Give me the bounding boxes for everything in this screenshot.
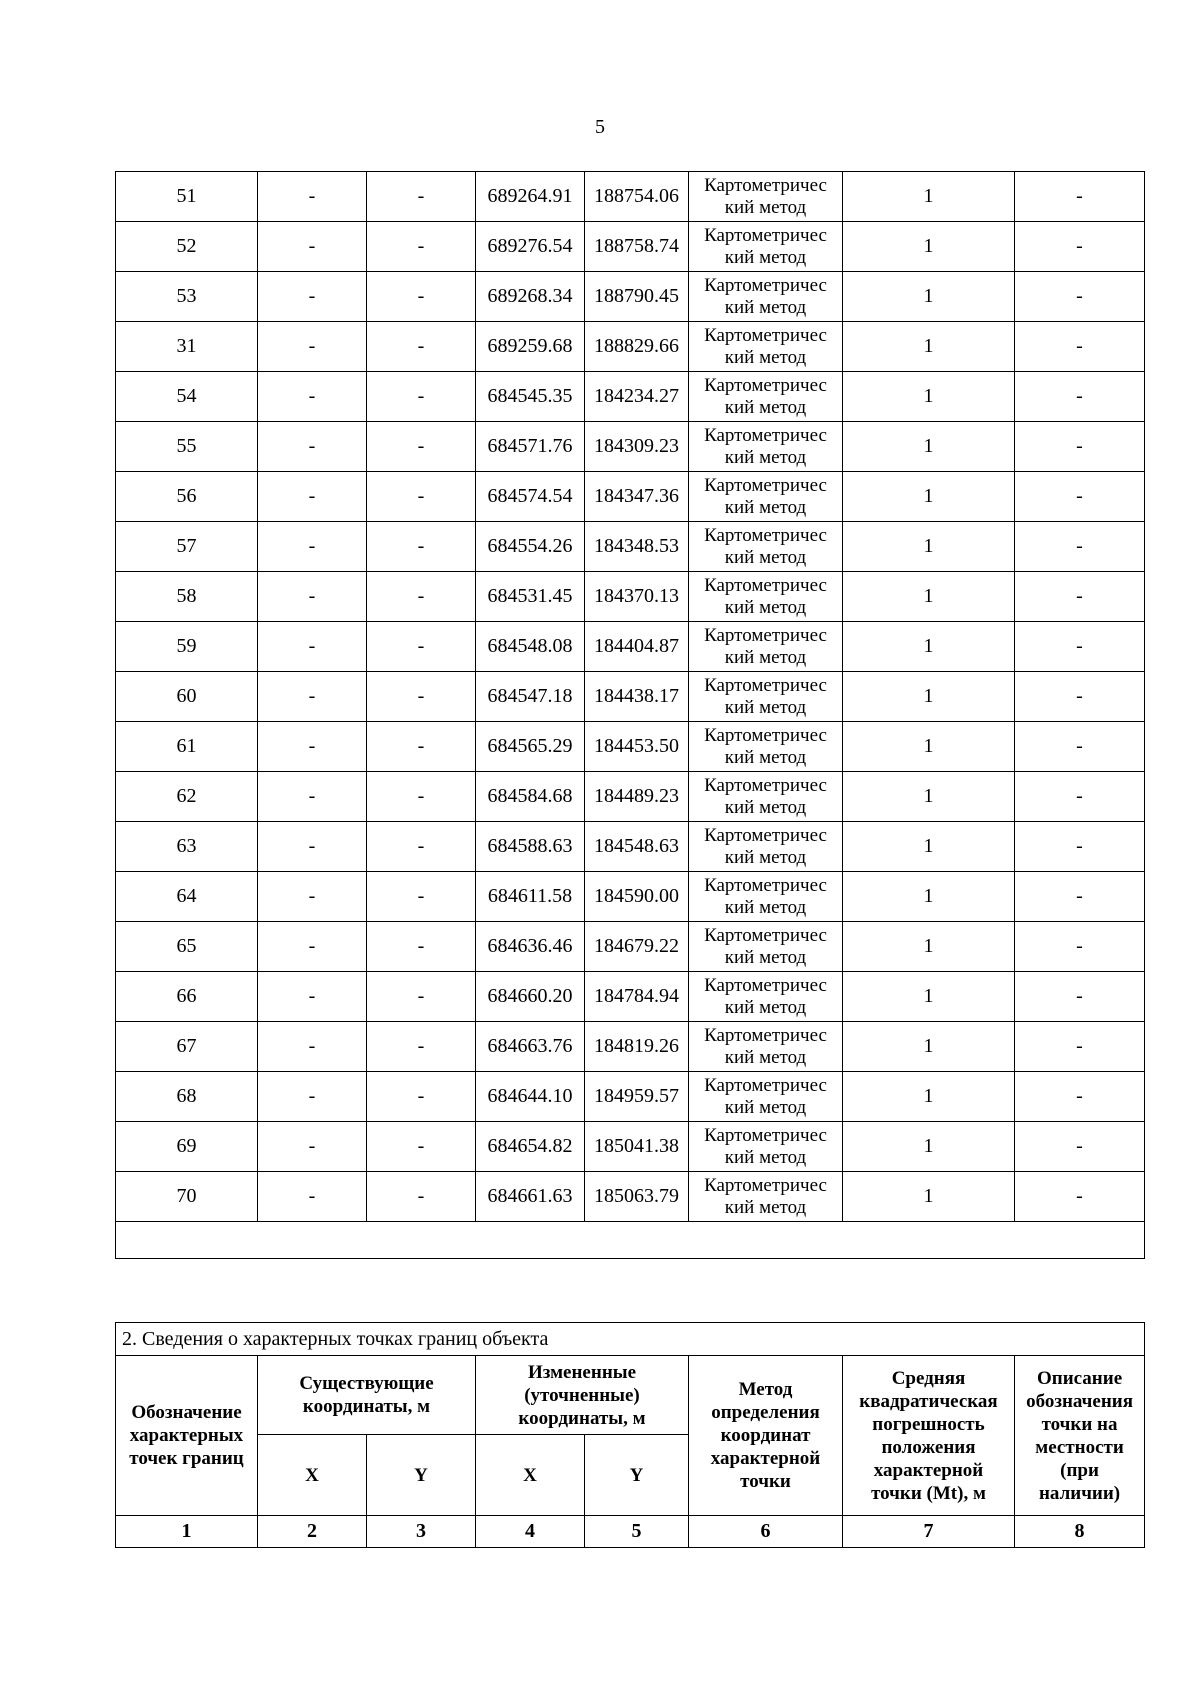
cell-existing-x: - (258, 572, 367, 622)
cell-method: Картометричес кий метод (689, 272, 843, 322)
cell-new-y: 185041.38 (585, 1122, 689, 1172)
cell-existing-y: - (367, 922, 476, 972)
table-row (116, 1022, 1145, 1072)
cell-existing-x: - (258, 372, 367, 422)
cell-new-y: 184548.63 (585, 822, 689, 872)
cell-description: - (1015, 222, 1145, 272)
cell-existing-y: - (367, 172, 476, 222)
header-points: Обозначение характерных точек границ (116, 1356, 258, 1516)
cell-point-id: 55 (116, 422, 258, 472)
cell-existing-x: - (258, 772, 367, 822)
cell-method: Картометричес кий метод (689, 722, 843, 772)
cell-point-id: 51 (116, 172, 258, 222)
cell-new-x: 684636.46 (476, 922, 585, 972)
cell-existing-x: - (258, 272, 367, 322)
cell-existing-y: - (367, 1022, 476, 1072)
cell-point-id: 57 (116, 522, 258, 572)
table-row (116, 472, 1145, 522)
cell-method: Картометричес кий метод (689, 622, 843, 672)
cell-method: Картометричес кий метод (689, 822, 843, 872)
cell-new-y: 188790.45 (585, 272, 689, 322)
cell-existing-y: - (367, 572, 476, 622)
table-row (116, 522, 1145, 572)
header-changed-y: Y (585, 1435, 689, 1516)
cell-existing-y: - (367, 1072, 476, 1122)
header-changed-coordinates: Измененные (уточненные) координаты, м (476, 1356, 689, 1435)
table-row (116, 572, 1145, 622)
cell-existing-y: - (367, 272, 476, 322)
cell-description: - (1015, 1022, 1145, 1072)
cell-method: Картометричес кий метод (689, 872, 843, 922)
cell-accuracy: 1 (843, 872, 1015, 922)
cell-accuracy: 1 (843, 272, 1015, 322)
cell-existing-y: - (367, 222, 476, 272)
cell-description: - (1015, 422, 1145, 472)
cell-new-x: 684644.10 (476, 1072, 585, 1122)
table-row (116, 922, 1145, 972)
cell-existing-x: - (258, 522, 367, 572)
cell-method: Картометричес кий метод (689, 972, 843, 1022)
cell-accuracy: 1 (843, 772, 1015, 822)
cell-description: - (1015, 572, 1145, 622)
cell-existing-x: - (258, 1022, 367, 1072)
cell-method: Картометричес кий метод (689, 372, 843, 422)
cell-description: - (1015, 722, 1145, 772)
cell-accuracy: 1 (843, 1172, 1015, 1222)
page-number: 5 (595, 116, 605, 138)
cell-existing-x: - (258, 672, 367, 722)
cell-new-x: 684548.08 (476, 622, 585, 672)
cell-existing-y: - (367, 872, 476, 922)
cell-accuracy: 1 (843, 372, 1015, 422)
cell-description: - (1015, 772, 1145, 822)
empty-cell (116, 1222, 1145, 1259)
header-existing-x: X (258, 1435, 367, 1516)
cell-new-y: 184438.17 (585, 672, 689, 722)
cell-method: Картометричес кий метод (689, 1122, 843, 1172)
cell-existing-y: - (367, 672, 476, 722)
cell-existing-y: - (367, 472, 476, 522)
cell-new-x: 684531.45 (476, 572, 585, 622)
table-row (116, 322, 1145, 372)
cell-new-x: 684660.20 (476, 972, 585, 1022)
cell-new-y: 184489.23 (585, 772, 689, 822)
cell-point-id: 56 (116, 472, 258, 522)
cell-description: - (1015, 672, 1145, 722)
cell-new-y: 184784.94 (585, 972, 689, 1022)
cell-point-id: 31 (116, 322, 258, 372)
cell-existing-x: - (258, 472, 367, 522)
cell-new-y: 184348.53 (585, 522, 689, 572)
cell-accuracy: 1 (843, 322, 1015, 372)
cell-description: - (1015, 622, 1145, 672)
cell-existing-y: - (367, 422, 476, 472)
cell-description: - (1015, 972, 1145, 1022)
cell-new-x: 684663.76 (476, 1022, 585, 1072)
cell-new-x: 684565.29 (476, 722, 585, 772)
cell-existing-x: - (258, 222, 367, 272)
cell-accuracy: 1 (843, 922, 1015, 972)
cell-accuracy: 1 (843, 1022, 1015, 1072)
header-method: Метод определения координат характерной точки (689, 1356, 843, 1516)
table-row (116, 672, 1145, 722)
cell-method: Картометричес кий метод (689, 422, 843, 472)
table-row (116, 272, 1145, 322)
cell-new-y: 188754.06 (585, 172, 689, 222)
column-number: 4 (476, 1516, 585, 1548)
cell-new-y: 184453.50 (585, 722, 689, 772)
header-existing-y: Y (367, 1435, 476, 1516)
table-row (116, 1172, 1145, 1222)
cell-point-id: 65 (116, 922, 258, 972)
cell-description: - (1015, 472, 1145, 522)
cell-existing-y: - (367, 722, 476, 772)
cell-method: Картометричес кий метод (689, 1022, 843, 1072)
table-row (116, 622, 1145, 672)
cell-accuracy: 1 (843, 972, 1015, 1022)
cell-existing-y: - (367, 522, 476, 572)
cell-method: Картометричес кий метод (689, 472, 843, 522)
cell-method: Картометричес кий метод (689, 1172, 843, 1222)
cell-existing-x: - (258, 922, 367, 972)
cell-new-x: 684611.58 (476, 872, 585, 922)
cell-method: Картометричес кий метод (689, 172, 843, 222)
table-row (116, 422, 1145, 472)
cell-method: Картометричес кий метод (689, 222, 843, 272)
cell-existing-x: - (258, 1172, 367, 1222)
cell-method: Картометричес кий метод (689, 522, 843, 572)
cell-point-id: 60 (116, 672, 258, 722)
table-row (116, 172, 1145, 222)
cell-new-x: 684588.63 (476, 822, 585, 872)
cell-existing-x: - (258, 872, 367, 922)
cell-method: Картометричес кий метод (689, 1072, 843, 1122)
cell-point-id: 62 (116, 772, 258, 822)
cell-new-x: 684554.26 (476, 522, 585, 572)
table-row (116, 1122, 1145, 1172)
cell-new-x: 684545.35 (476, 372, 585, 422)
cell-description: - (1015, 272, 1145, 322)
cell-point-id: 64 (116, 872, 258, 922)
table-row (116, 222, 1145, 272)
cell-existing-x: - (258, 822, 367, 872)
cell-new-x: 689276.54 (476, 222, 585, 272)
cell-existing-x: - (258, 722, 367, 772)
cell-method: Картометричес кий метод (689, 572, 843, 622)
column-number: 8 (1015, 1516, 1145, 1548)
cell-point-id: 63 (116, 822, 258, 872)
header-changed-x: X (476, 1435, 585, 1516)
cell-description: - (1015, 372, 1145, 422)
cell-description: - (1015, 872, 1145, 922)
cell-existing-y: - (367, 972, 476, 1022)
cell-accuracy: 1 (843, 472, 1015, 522)
cell-existing-y: - (367, 822, 476, 872)
header-description: Описание обозначения точки на местности (при наличии) (1015, 1356, 1145, 1516)
header-accuracy: Средняя квадратическая погрешность положения характерной точки (Mt), м (843, 1356, 1015, 1516)
cell-accuracy: 1 (843, 172, 1015, 222)
table-row (116, 872, 1145, 922)
cell-point-id: 53 (116, 272, 258, 322)
cell-existing-x: - (258, 972, 367, 1022)
cell-description: - (1015, 322, 1145, 372)
cell-accuracy: 1 (843, 622, 1015, 672)
cell-new-y: 184590.00 (585, 872, 689, 922)
cell-accuracy: 1 (843, 1122, 1015, 1172)
table-row (116, 722, 1145, 772)
cell-existing-x: - (258, 622, 367, 672)
boundary-points-header-table (115, 1322, 1145, 1548)
cell-new-x: 684654.82 (476, 1122, 585, 1172)
cell-accuracy: 1 (843, 222, 1015, 272)
cell-point-id: 59 (116, 622, 258, 672)
column-number: 5 (585, 1516, 689, 1548)
cell-description: - (1015, 922, 1145, 972)
cell-new-y: 184347.36 (585, 472, 689, 522)
cell-new-x: 684571.76 (476, 422, 585, 472)
cell-new-y: 188758.74 (585, 222, 689, 272)
cell-point-id: 67 (116, 1022, 258, 1072)
table-caption: 2. Сведения о характерных точках границ объекта (116, 1323, 1145, 1356)
cell-new-x: 684661.63 (476, 1172, 585, 1222)
cell-accuracy: 1 (843, 422, 1015, 472)
cell-existing-x: - (258, 422, 367, 472)
cell-existing-y: - (367, 772, 476, 822)
cell-description: - (1015, 1072, 1145, 1122)
cell-accuracy: 1 (843, 1072, 1015, 1122)
cell-point-id: 66 (116, 972, 258, 1022)
cell-existing-y: - (367, 322, 476, 372)
cell-point-id: 54 (116, 372, 258, 422)
table-row (116, 822, 1145, 872)
empty-row (116, 1222, 1145, 1259)
coordinates-table (115, 171, 1145, 1259)
cell-new-x: 689264.91 (476, 172, 585, 222)
cell-accuracy: 1 (843, 672, 1015, 722)
header-existing-coordinates: Существующие координаты, м (258, 1356, 476, 1435)
cell-accuracy: 1 (843, 722, 1015, 772)
cell-accuracy: 1 (843, 822, 1015, 872)
cell-existing-y: - (367, 372, 476, 422)
cell-point-id: 68 (116, 1072, 258, 1122)
cell-new-x: 684584.68 (476, 772, 585, 822)
cell-existing-y: - (367, 1122, 476, 1172)
cell-description: - (1015, 1122, 1145, 1172)
cell-point-id: 69 (116, 1122, 258, 1172)
cell-existing-y: - (367, 622, 476, 672)
cell-point-id: 61 (116, 722, 258, 772)
cell-new-y: 184819.26 (585, 1022, 689, 1072)
cell-new-y: 184959.57 (585, 1072, 689, 1122)
cell-new-y: 184234.27 (585, 372, 689, 422)
cell-accuracy: 1 (843, 522, 1015, 572)
cell-new-x: 689268.34 (476, 272, 585, 322)
cell-new-y: 184370.13 (585, 572, 689, 622)
cell-existing-x: - (258, 1072, 367, 1122)
column-number: 3 (367, 1516, 476, 1548)
cell-description: - (1015, 822, 1145, 872)
table-row (116, 1072, 1145, 1122)
cell-method: Картометричес кий метод (689, 922, 843, 972)
column-number: 7 (843, 1516, 1015, 1548)
table-row (116, 972, 1145, 1022)
cell-new-x: 689259.68 (476, 322, 585, 372)
cell-description: - (1015, 522, 1145, 572)
cell-new-x: 684574.54 (476, 472, 585, 522)
table-row (116, 372, 1145, 422)
column-number: 1 (116, 1516, 258, 1548)
cell-point-id: 70 (116, 1172, 258, 1222)
cell-point-id: 52 (116, 222, 258, 272)
column-number: 2 (258, 1516, 367, 1548)
cell-method: Картометричес кий метод (689, 672, 843, 722)
cell-existing-x: - (258, 172, 367, 222)
cell-new-y: 184404.87 (585, 622, 689, 672)
cell-existing-y: - (367, 1172, 476, 1222)
cell-existing-x: - (258, 1122, 367, 1172)
cell-description: - (1015, 172, 1145, 222)
cell-description: - (1015, 1172, 1145, 1222)
cell-method: Картометричес кий метод (689, 772, 843, 822)
cell-point-id: 58 (116, 572, 258, 622)
cell-existing-x: - (258, 322, 367, 372)
cell-method: Картометричес кий метод (689, 322, 843, 372)
column-number: 6 (689, 1516, 843, 1548)
table-row (116, 772, 1145, 822)
cell-new-y: 184679.22 (585, 922, 689, 972)
cell-new-x: 684547.18 (476, 672, 585, 722)
cell-accuracy: 1 (843, 572, 1015, 622)
cell-new-y: 188829.66 (585, 322, 689, 372)
cell-new-y: 185063.79 (585, 1172, 689, 1222)
cell-new-y: 184309.23 (585, 422, 689, 472)
